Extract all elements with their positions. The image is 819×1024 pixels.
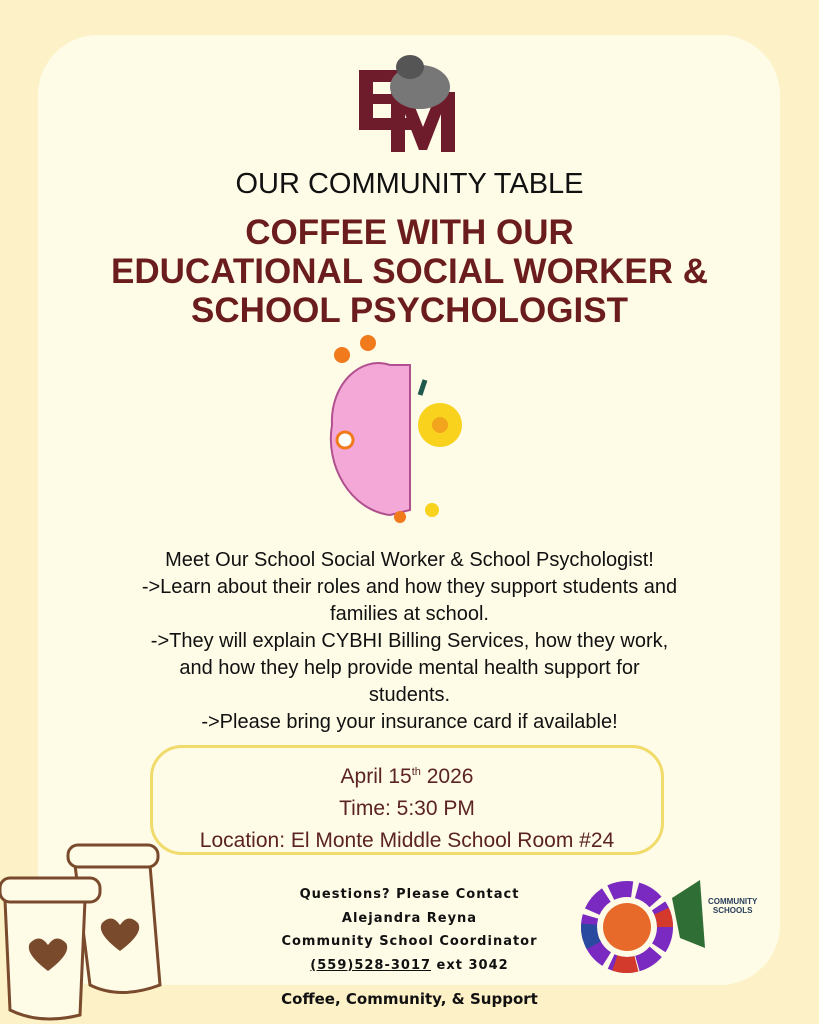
contact-name: Alejandra Reyna (341, 910, 478, 926)
brain-flower-illustration (320, 335, 480, 540)
body-line: Meet Our School Social Worker & School Psychologist! (165, 549, 654, 571)
event-time: Time: 5:30 PM (339, 797, 475, 820)
event-location: Location: El Monte Middle School Room #24 (199, 829, 615, 852)
headline-line: EDUCATIONAL SOCIAL WORKER & (111, 252, 708, 291)
description (0, 547, 819, 736)
body-line: students. (368, 684, 451, 706)
headline (0, 213, 819, 330)
event-date: April 15th 2026 (340, 765, 474, 788)
tagline: Coffee, Community, & Support (281, 990, 538, 1008)
headline-line: SCHOOL PSYCHOLOGIST (191, 291, 628, 330)
body-line: and how they help provide mental health support for (179, 657, 640, 679)
event-details-box (150, 745, 664, 855)
subtitle: OUR COMMUNITY TABLE (235, 168, 584, 200)
phone-link[interactable]: (559)528-3017 (310, 957, 432, 973)
contact-role: Community School Coordinator (281, 934, 538, 949)
phone-extension: ext 3042 (431, 957, 509, 973)
body-line: families at school. (330, 603, 489, 625)
body-line: ->Learn about their roles and how they support students and (141, 576, 678, 598)
headline-line: COFFEE WITH OUR (245, 213, 574, 252)
em-wolf-logo (355, 42, 465, 157)
community-schools-label: COMMUNITY SCHOOLS (708, 897, 758, 915)
body-line: ->Please bring your insurance card if available! (201, 711, 618, 733)
community-schools-logo (580, 878, 710, 978)
body-line: ->They will explain CYBHI Billing Services, how they work, (150, 630, 669, 652)
contact-heading: Questions? Please Contact (299, 887, 520, 902)
